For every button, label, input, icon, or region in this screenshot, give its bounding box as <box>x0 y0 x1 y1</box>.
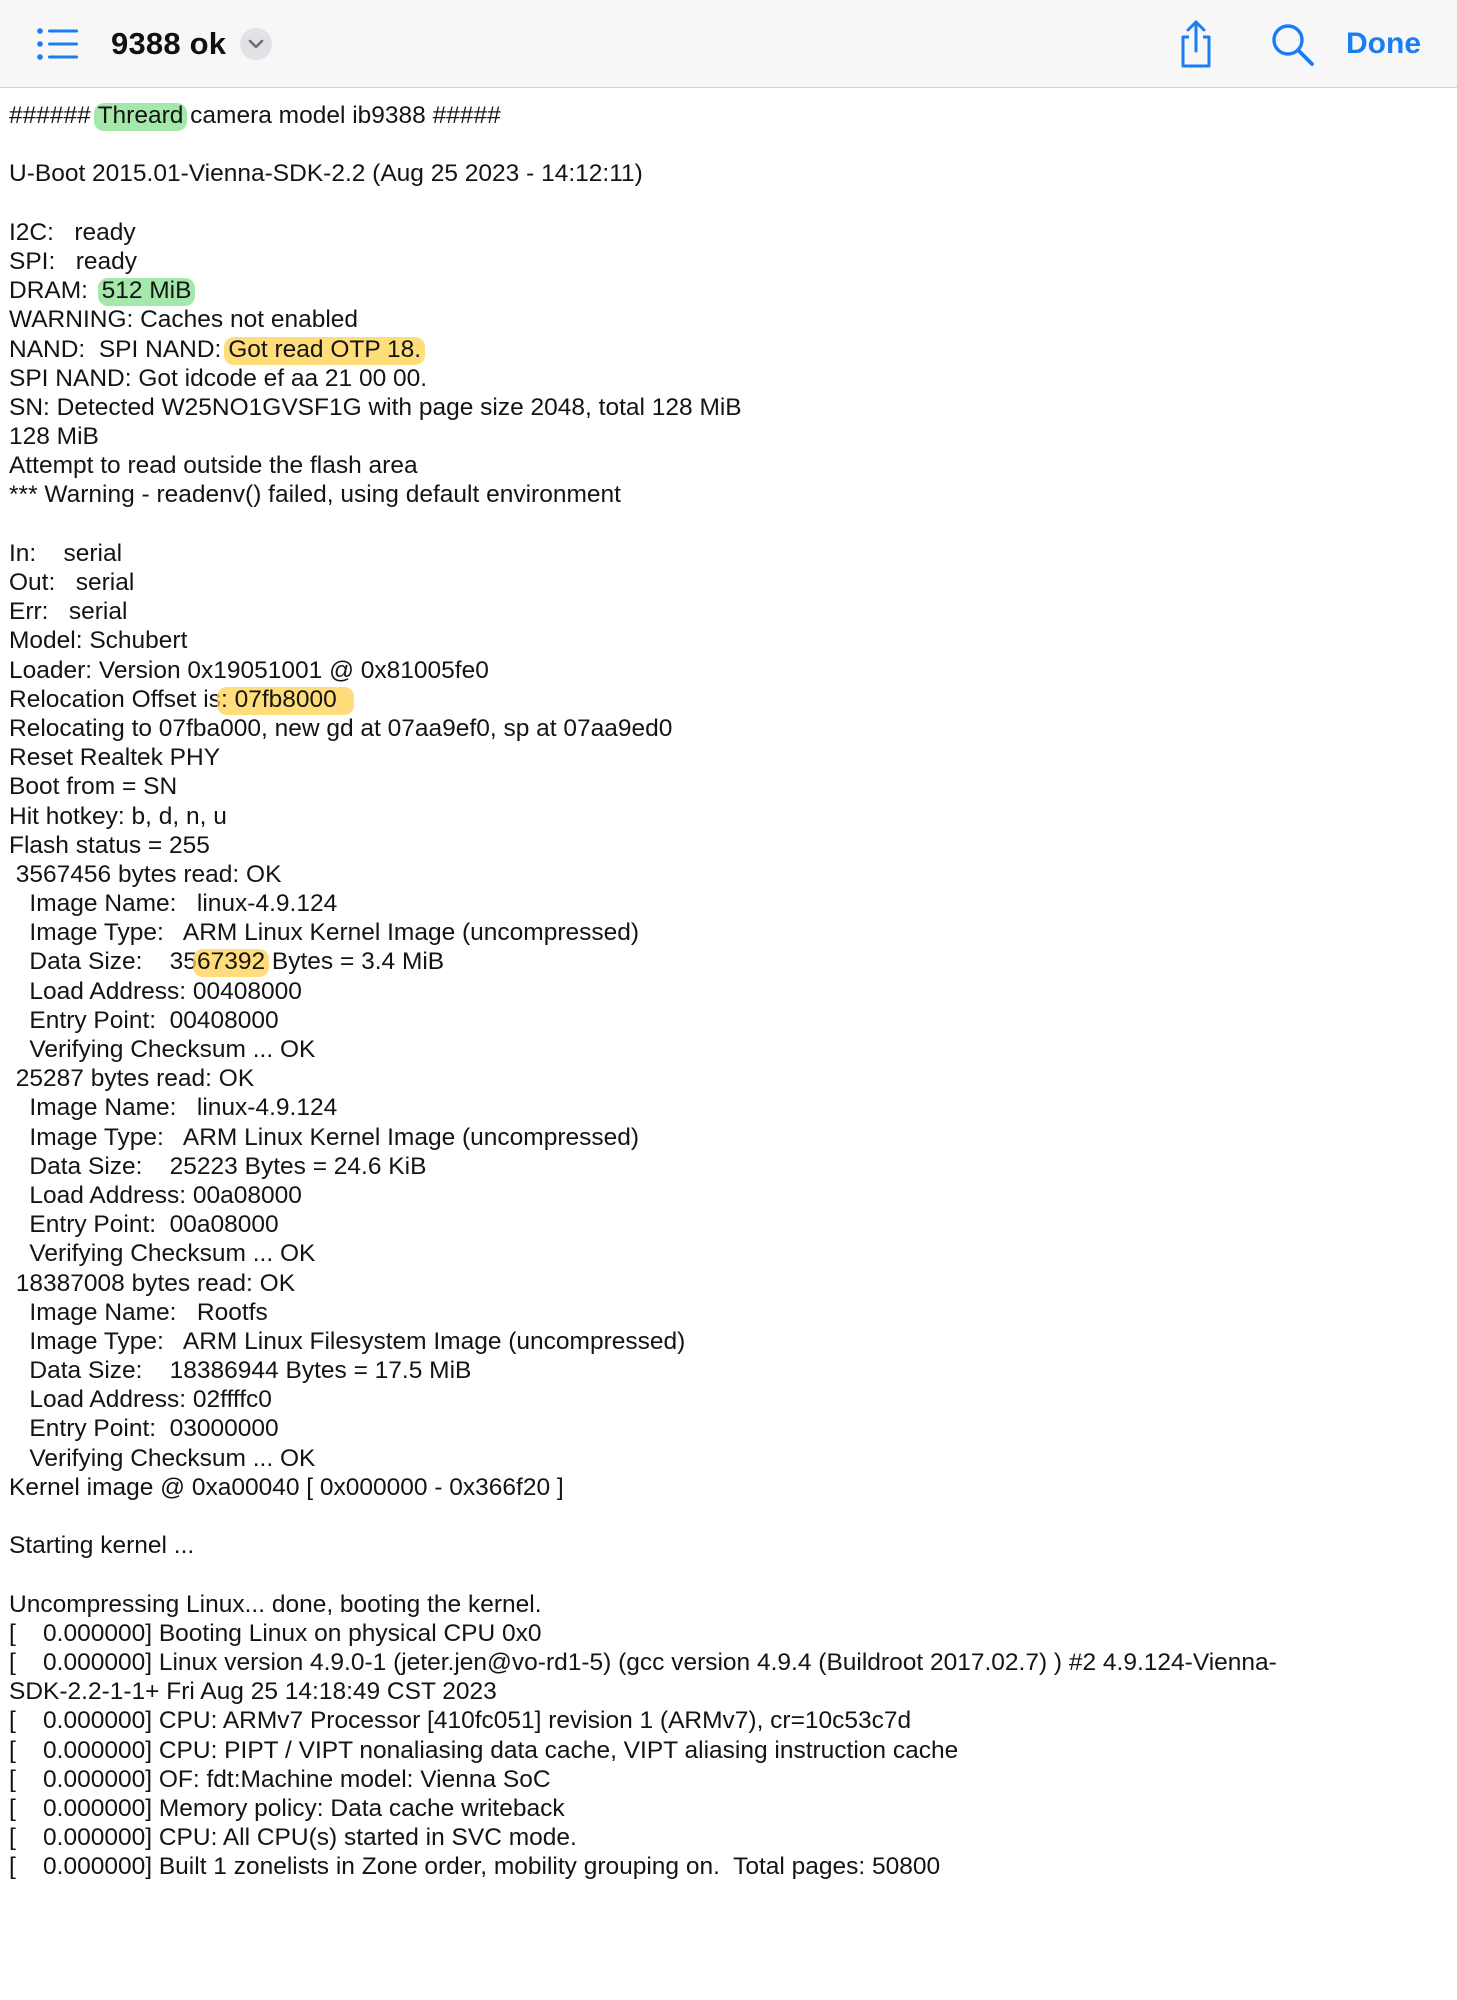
text-segment: 18387008 bytes read: OK <box>9 1269 296 1297</box>
text-segment: Err: serial <box>9 598 128 626</box>
text-line <box>9 714 1429 743</box>
text-line <box>9 1093 1429 1122</box>
done-button[interactable]: Done <box>1346 27 1421 60</box>
text-segment: [ 0.000000] CPU: ARMv7 Processor [410fc051] revision 1 (ARMv7), cr=10c53c7d <box>9 1707 912 1735</box>
text-line <box>9 860 1429 889</box>
text-segment: [ 0.000000] Linux version 4.9.0-1 (jeter.jen@vo-rd1-5) (gcc version 4.9.4 (Buildroot 2017.02.7) ) #2 4.9.124-Vienna- <box>9 1648 1277 1676</box>
text-line <box>9 568 1429 597</box>
text-line <box>9 130 1429 159</box>
text-segment: Attempt to read outside the flash area <box>9 452 418 480</box>
text-segment: SDK-2.2-1-1+ Fri Aug 25 14:18:49 CST 2023 <box>9 1678 497 1706</box>
text-segment: 128 MiB <box>9 423 99 451</box>
text-segment: Image Type: ARM Linux Kernel Image (uncompressed) <box>9 1123 640 1151</box>
text-line <box>9 393 1429 422</box>
text-line <box>9 1648 1429 1677</box>
text-line <box>9 1823 1429 1852</box>
text-segment: Image Type: ARM Linux Kernel Image (uncompressed) <box>9 919 640 947</box>
text-segment: WARNING: Caches not enabled <box>9 306 359 334</box>
text-line <box>9 1502 1429 1531</box>
text-line <box>9 1414 1429 1443</box>
text-segment: Relocating to 07fba000, new gd at 07aa9ef0, sp at 07aa9ed0 <box>9 714 673 742</box>
text-segment: [ 0.000000] Memory policy: Data cache writeback <box>9 1794 565 1822</box>
text-segment: Relocation Offset is <box>9 685 221 713</box>
text-segment: Model: Schubert <box>9 627 188 655</box>
text-segment: *** Warning - readenv() failed, using default environment <box>9 481 621 509</box>
text-segment: Load Address: 02ffffc0 <box>9 1386 272 1414</box>
text-line <box>9 1852 1429 1881</box>
text-segment: NAND: SPI NAND: <box>9 335 229 363</box>
text-segment: Data Size: 25223 Bytes = 24.6 KiB <box>9 1152 427 1180</box>
text-segment: Starting kernel ... <box>9 1532 195 1560</box>
text-segment: Boot from = SN <box>9 773 178 801</box>
text-segment: Flash status = 255 <box>9 831 210 859</box>
text-line <box>9 1327 1429 1356</box>
text-line <box>9 1356 1429 1385</box>
text-segment: Uncompressing Linux... done, booting the kernel. <box>9 1590 542 1618</box>
document-text <box>9 101 1429 1881</box>
search-icon[interactable] <box>1268 20 1318 70</box>
text-segment: Kernel image @ 0xa00040 [ 0x000000 - 0x366f20 ] <box>9 1473 564 1501</box>
text-line <box>9 1590 1429 1619</box>
text-segment: [ 0.000000] OF: fdt:Machine model: Vienna SoC <box>9 1765 551 1793</box>
text-segment: Data Size: 18386944 Bytes = 17.5 MiB <box>9 1357 472 1385</box>
text-segment: U-Boot 2015.01-Vienna-SDK-2.2 (Aug 25 2023 - 14:12:11) <box>9 160 643 188</box>
text-line <box>9 1444 1429 1473</box>
text-line <box>9 1765 1429 1794</box>
text-line <box>9 1210 1429 1239</box>
document-title: 9388 ok <box>111 26 227 61</box>
text-line <box>9 451 1429 480</box>
text-line <box>9 1677 1429 1706</box>
text-segment: SPI NAND: Got idcode ef aa 21 00 00. <box>9 364 428 392</box>
text-line <box>9 422 1429 451</box>
text-line <box>9 1298 1429 1327</box>
text-line <box>9 918 1429 947</box>
text-segment: 3567456 bytes read: OK <box>9 860 282 888</box>
text-line <box>9 159 1429 188</box>
text-segment: Data Size: 35 <box>9 948 197 976</box>
toolbar <box>0 0 1457 88</box>
text-line <box>9 247 1429 276</box>
text-segment: In: serial <box>9 539 123 567</box>
text-line <box>9 1473 1429 1502</box>
text-segment: Verifying Checksum ... OK <box>9 1444 316 1472</box>
text-line <box>9 305 1429 334</box>
text-line <box>9 947 1429 976</box>
text-segment: Image Name: linux-4.9.124 <box>9 1094 338 1122</box>
text-segment: Image Name: Rootfs <box>9 1298 268 1326</box>
text-line <box>9 889 1429 918</box>
share-icon[interactable] <box>1172 18 1220 70</box>
text-line <box>9 1064 1429 1093</box>
text-segment: DRAM: <box>9 277 102 305</box>
text-segment: Entry Point: 00a08000 <box>9 1211 279 1239</box>
text-line <box>9 539 1429 568</box>
text-segment: [ 0.000000] Booting Linux on physical CPU 0x0 <box>9 1619 542 1647</box>
text-segment: Image Name: linux-4.9.124 <box>9 890 338 918</box>
highlight-yellow: : 07fb8000 <box>220 685 351 713</box>
text-line <box>9 1123 1429 1152</box>
text-line <box>9 597 1429 626</box>
text-line <box>9 1560 1429 1589</box>
text-line <box>9 218 1429 247</box>
text-line <box>9 743 1429 772</box>
text-line <box>9 1006 1429 1035</box>
text-line <box>9 480 1429 509</box>
text-line <box>9 656 1429 685</box>
text-segment: SN: Detected W25NO1GVSF1G with page size 2048, total 128 MiB <box>9 393 742 421</box>
text-line <box>9 685 1429 714</box>
highlight-yellow: Got read OTP 18. <box>228 335 422 363</box>
text-line <box>9 276 1429 305</box>
text-segment: Entry Point: 00408000 <box>9 1006 279 1034</box>
highlight-green: 512 MiB <box>101 277 192 305</box>
text-line <box>9 189 1429 218</box>
text-segment: Load Address: 00408000 <box>9 977 302 1005</box>
text-segment: Hit hotkey: b, d, n, u <box>9 802 227 830</box>
text-segment: 25287 bytes read: OK <box>9 1065 255 1093</box>
text-segment: camera model ib9388 ##### <box>183 102 501 129</box>
text-line <box>9 802 1429 831</box>
text-segment: [ 0.000000] Built 1 zonelists in Zone order, mobility grouping on. Total pages: 50800 <box>9 1853 941 1881</box>
list-icon[interactable] <box>34 22 82 66</box>
chevron-down-icon[interactable] <box>240 28 272 60</box>
text-line <box>9 1794 1429 1823</box>
text-segment: Entry Point: 03000000 <box>9 1415 279 1443</box>
text-line <box>9 772 1429 801</box>
text-segment: Verifying Checksum ... OK <box>9 1036 316 1063</box>
text-line <box>9 510 1429 539</box>
text-segment: Out: serial <box>9 569 135 596</box>
highlight-green: Threard <box>97 102 184 129</box>
text-line <box>9 1531 1429 1560</box>
text-line <box>9 1385 1429 1414</box>
text-segment: Bytes = 3.4 MiB <box>265 948 445 976</box>
text-line <box>9 1239 1429 1268</box>
text-line <box>9 1181 1429 1210</box>
text-line <box>9 335 1429 364</box>
text-line <box>9 1706 1429 1735</box>
text-line <box>9 101 1429 130</box>
text-segment: ###### <box>9 102 98 129</box>
text-segment: Loader: Version 0x19051001 @ 0x81005fe0 <box>9 656 489 684</box>
text-line <box>9 1035 1429 1064</box>
text-line <box>9 1736 1429 1765</box>
text-line <box>9 626 1429 655</box>
text-segment: Load Address: 00a08000 <box>9 1181 302 1209</box>
text-line <box>9 1152 1429 1181</box>
text-line <box>9 831 1429 860</box>
text-segment: [ 0.000000] CPU: PIPT / VIPT nonaliasing data cache, VIPT aliasing instruction cache <box>9 1736 959 1764</box>
text-segment: [ 0.000000] CPU: All CPU(s) started in SVC mode. <box>9 1824 577 1852</box>
text-segment: Reset Realtek PHY <box>9 744 221 772</box>
text-segment: Image Type: ARM Linux Filesystem Image (uncompressed) <box>9 1327 686 1355</box>
highlight-yellow: 67392 <box>196 948 266 976</box>
text-line <box>9 1619 1429 1648</box>
text-segment: SPI: ready <box>9 247 138 275</box>
text-line <box>9 1269 1429 1298</box>
text-segment: Verifying Checksum ... OK <box>9 1240 316 1268</box>
text-segment: I2C: ready <box>9 218 136 246</box>
text-line <box>9 977 1429 1006</box>
text-line <box>9 364 1429 393</box>
